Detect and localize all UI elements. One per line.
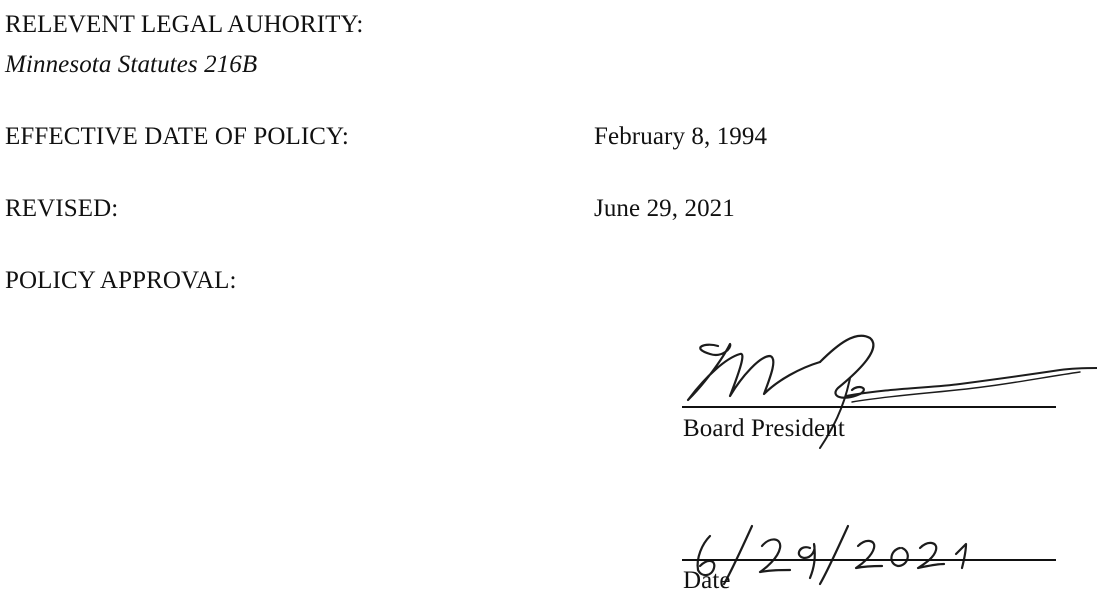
signer-title: Board President	[683, 415, 845, 442]
handwritten-signature	[660, 318, 1097, 468]
date-label: Date	[683, 567, 731, 594]
date-line	[682, 559, 1056, 561]
revised-label: REVISED:	[5, 195, 119, 222]
policy-approval-label: POLICY APPROVAL:	[5, 267, 237, 294]
revised-value: June 29, 2021	[594, 195, 735, 222]
legal-authority-label: RELEVENT LEGAL AUHORITY:	[5, 11, 364, 38]
legal-authority-value: Minnesota Statutes 216B	[5, 51, 258, 78]
effective-date-value: February 8, 1994	[594, 123, 768, 150]
effective-date-label: EFFECTIVE DATE OF POLICY:	[5, 123, 349, 150]
signature-line	[682, 406, 1056, 408]
